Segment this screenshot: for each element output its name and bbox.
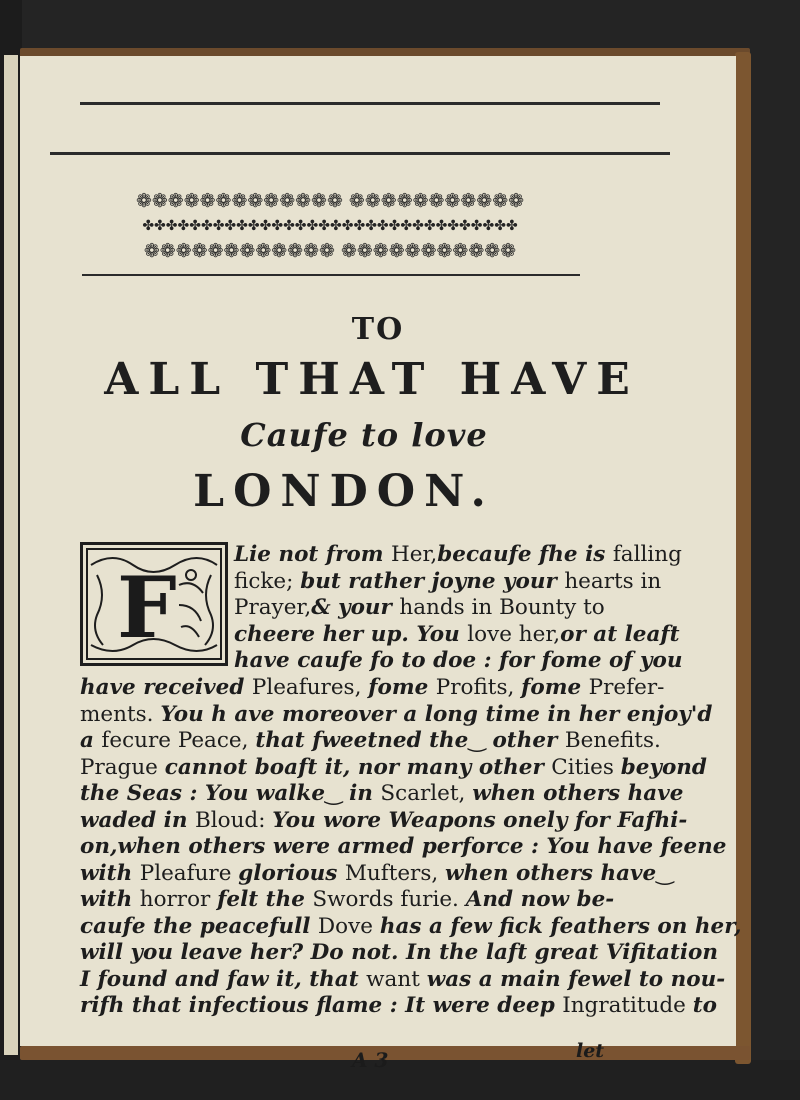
- text-run: fome: [368, 675, 436, 700]
- text-run: ficke;: [234, 568, 301, 594]
- text-run: Bloud:: [194, 807, 273, 833]
- text-run: rifh that infectious flame : It were deep: [80, 993, 563, 1018]
- book-binding-right: [735, 52, 751, 1064]
- main-body-line: [80, 781, 684, 808]
- text-run: horror: [139, 887, 218, 912]
- text-run: when others have: [445, 860, 657, 886]
- text-run: Swords furie.: [312, 887, 466, 912]
- text-run: Prague: [80, 754, 165, 780]
- signature-mark: A 3: [352, 1048, 389, 1072]
- main-body-line: [80, 834, 727, 861]
- text-run: cheere her up. You: [234, 621, 468, 647]
- text-run: have caufe fo to doe : for fome of you: [234, 648, 683, 673]
- text-run: hearts in: [564, 568, 662, 594]
- main-body-line: [80, 860, 674, 888]
- top-body-line: [234, 595, 614, 622]
- main-body-line: [80, 993, 718, 1020]
- ornament-row-2: ✤✤✤✤✤✤✤✤✤✤✤✤✤✤✤✤✤✤✤✤✤✤✤✤✤✤✤✤✤✤✤✤: [142, 218, 518, 234]
- text-run: was a main fewel to nou-: [426, 966, 726, 992]
- text-run: with: [80, 860, 140, 886]
- text-run: the Seas : You walke: [80, 781, 325, 806]
- text-run: ‿: [468, 728, 493, 753]
- main-body-line: [80, 807, 688, 835]
- text-run: or at leaft: [560, 621, 680, 647]
- main-body-line: [80, 913, 742, 941]
- text-run: Cities: [551, 754, 621, 780]
- decorated-initial-art: [83, 545, 225, 663]
- ornament-row-1: ❁❁❁❁❁❁❁❁❁❁❁❁❁ ❁❁❁❁❁❁❁❁❁❁❁: [135, 190, 525, 212]
- book-page: [20, 56, 742, 1072]
- top-body-line: [234, 621, 680, 649]
- heading-to: TO: [351, 312, 405, 347]
- text-run: with: [80, 887, 140, 912]
- body-text-top: [234, 542, 683, 675]
- text-run: You wore Weapons onely for Fafhi-: [272, 807, 688, 833]
- text-run: Her,: [391, 542, 438, 567]
- text-run: Pleafures,: [251, 675, 369, 700]
- main-body-line: [80, 940, 719, 967]
- text-run: has a few fick feathers on her,: [379, 913, 742, 939]
- main-body-line: [80, 887, 615, 914]
- text-run: cannot boaft it, nor many other: [164, 754, 552, 780]
- text-run: caufe the peacefull: [80, 913, 318, 939]
- text-run: Profits,: [435, 675, 522, 700]
- text-run: to: [692, 993, 718, 1018]
- top-rule-2: [50, 152, 670, 155]
- ornament-row-3: ❁❁❁❁❁❁❁❁❁❁❁❁ ❁❁❁❁❁❁❁❁❁❁❁: [143, 240, 517, 262]
- text-run: that fweetned the: [255, 728, 469, 753]
- text-run: I found and faw it, that: [80, 966, 367, 992]
- text-run: on,when others were armed perforce : You have feene: [80, 834, 727, 859]
- text-run: fhe: [539, 542, 586, 567]
- text-run: hands in Bounty to: [399, 595, 605, 620]
- text-run: Prefer-: [588, 675, 665, 700]
- top-rule-1: [80, 102, 660, 105]
- text-run: Ingratitude: [562, 993, 693, 1018]
- body-text-main: [80, 675, 742, 1020]
- text-run: felt the: [217, 887, 313, 912]
- heading-cause-to-love: Caufe to love: [240, 416, 488, 454]
- text-run: falling: [612, 542, 682, 567]
- text-run: Mufters,: [344, 860, 446, 886]
- top-body-line: [234, 568, 662, 596]
- main-body-line: [80, 701, 713, 729]
- text-run: want: [366, 966, 427, 992]
- text-run: ‿: [325, 781, 350, 806]
- text-run: Lie not from: [234, 542, 391, 567]
- text-run: waded in: [80, 807, 195, 833]
- initial-letter: F: [117, 558, 177, 657]
- main-body-line: [80, 675, 665, 702]
- text-run: ‿: [656, 860, 674, 886]
- heading-all-that-have: ALL THAT HAVE: [104, 354, 640, 405]
- text-run: Benefits.: [564, 728, 661, 753]
- text-run: is: [585, 542, 613, 567]
- main-body-line: [80, 754, 707, 782]
- text-run: fecure Peace,: [101, 728, 256, 753]
- text-run: but rather joyne your: [300, 568, 565, 594]
- text-run: & your: [311, 595, 400, 620]
- text-run: have received: [80, 675, 252, 700]
- text-run: a: [80, 728, 102, 753]
- decorated-initial: [80, 542, 228, 666]
- top-body-line: [234, 648, 683, 675]
- text-run: And now be-: [465, 887, 615, 912]
- text-run: beyond: [620, 754, 707, 780]
- text-run: will you leave her? Do not. In the laft great Vifitation: [80, 940, 719, 965]
- text-run: ments.: [80, 701, 161, 727]
- facing-page-edge: [4, 55, 18, 1055]
- scan-background: [0, 1060, 800, 1100]
- top-body-line: [234, 542, 682, 569]
- text-run: when others have: [472, 781, 684, 806]
- heading-london: LONDON.: [193, 466, 495, 517]
- text-run: fome: [521, 675, 589, 700]
- text-run: You h ave moreover a long time in her enjoy'd: [160, 701, 713, 727]
- text-run: becaufe: [437, 542, 540, 567]
- text-run: glorious: [238, 860, 345, 886]
- main-body-line: [80, 728, 661, 755]
- text-run: love her,: [467, 621, 561, 647]
- text-run: Prayer,: [234, 595, 312, 620]
- text-run: Pleafure: [139, 860, 239, 886]
- text-run: other: [492, 728, 565, 753]
- text-run: in: [349, 781, 381, 806]
- ornament-bottom-rule: [82, 274, 580, 276]
- text-run: Dove: [317, 913, 380, 939]
- main-body-line: [80, 966, 726, 994]
- text-run: Scarlet,: [380, 781, 473, 806]
- catchword: let: [576, 1040, 605, 1062]
